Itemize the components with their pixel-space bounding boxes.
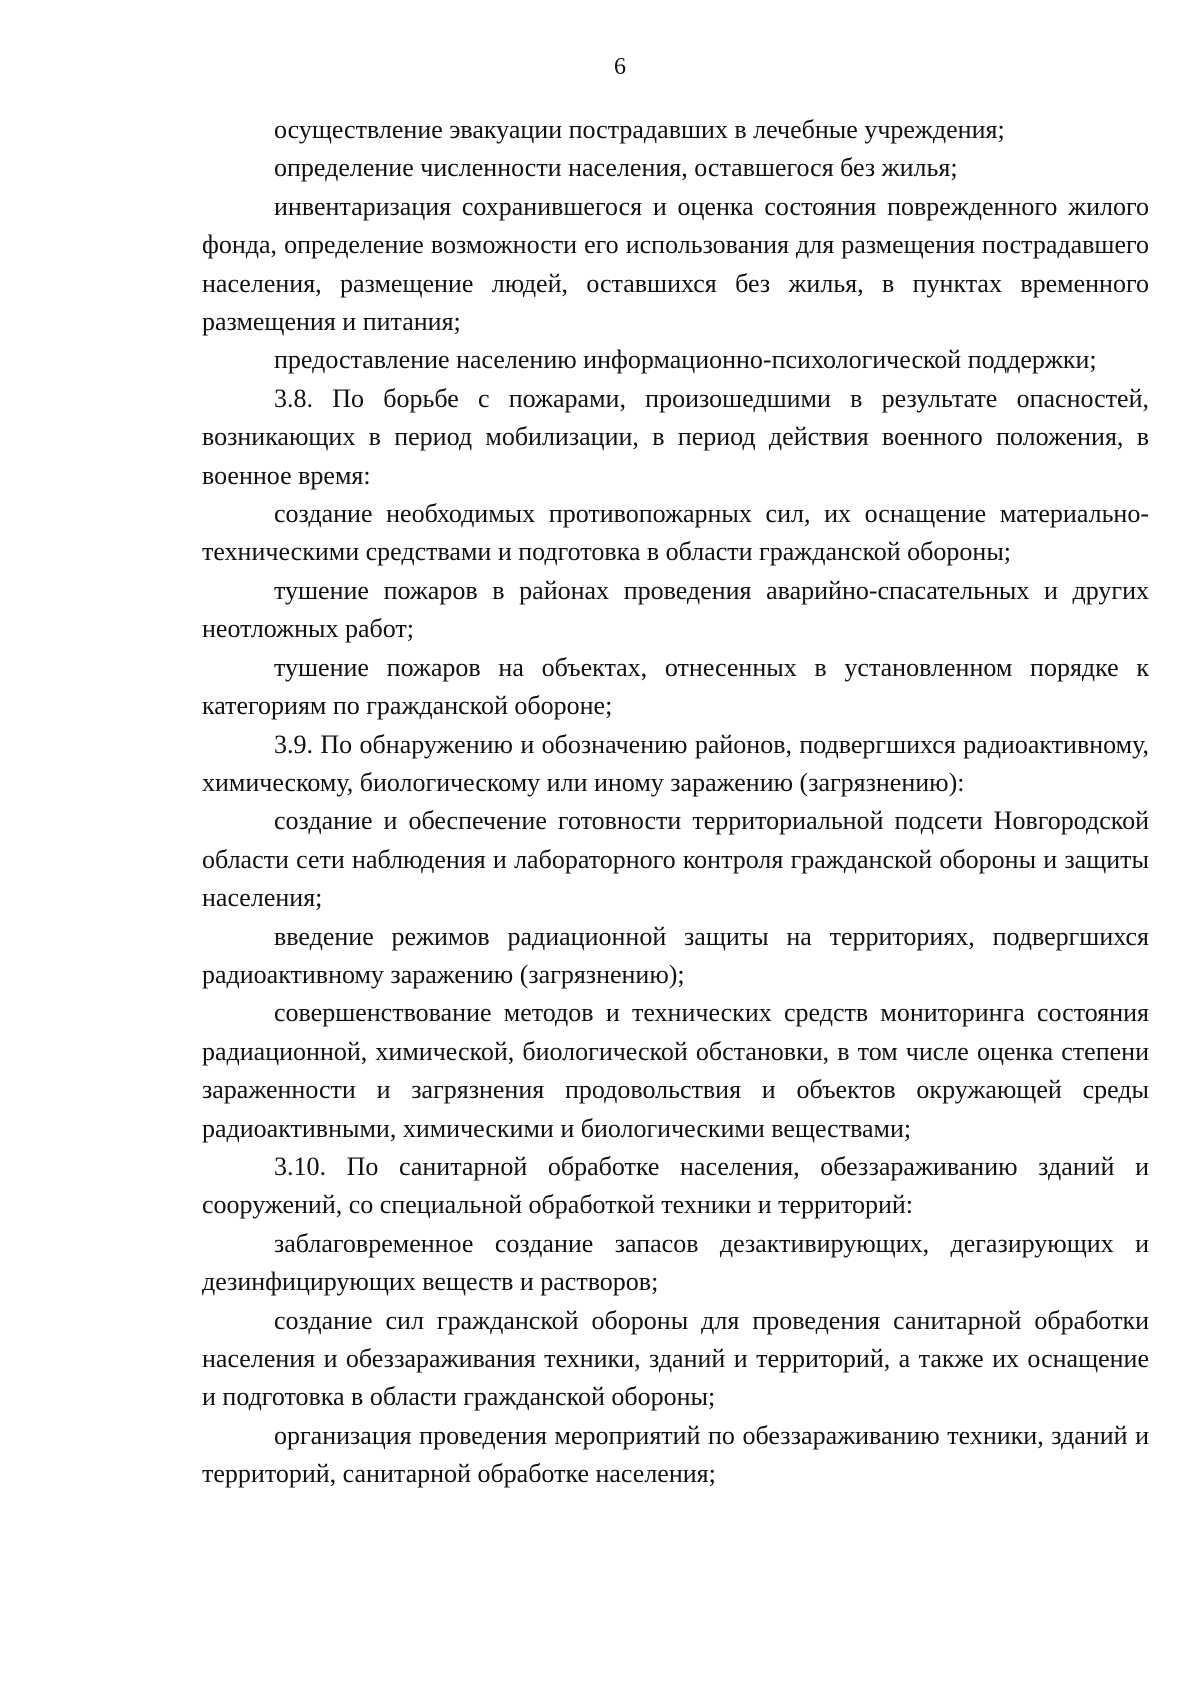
paragraph-decontamination-measures: организация проведения мероприятий по обеззараживанию техники, зданий и территорий, санитарной обработке населения; — [202, 1420, 1149, 1489]
paragraph-radiation-protection: введение режимов радиационной защиты на территориях, подвергшихся радиоактивному заражению (загрязнению); — [202, 921, 1149, 989]
paragraph-monitoring-methods: совершенствование методов и технических средств мониторинга состояния радиационной, химической, биологической обстановки, в том числе оценка степени зараженности и загрязнения продовольствия и объектов окружающей среды радиоактивными, химическими и биологическими веществами; — [202, 998, 1149, 1143]
paragraph-sanitation-forces: создание сил гражданской обороны для проведения санитарной обработки населения и обеззараживания техники, зданий и территорий, а также их оснащение и подготовка в области гражданской обороны; — [202, 1305, 1149, 1412]
section-3-10-heading: 3.10. По санитарной обработке населения, обеззараживанию зданий и сооружений, со специальной обработкой техники и территорий: — [202, 1151, 1149, 1220]
paragraph-evacuation: осуществление эвакуации пострадавших в лечебные учреждения; — [274, 115, 1005, 144]
document-body — [202, 111, 1149, 1494]
section-3-8-heading: 3.8. По борьбе с пожарами, произошедшими в результате опасностей, возникающих в период мобилизации, в период действия военного положения, в военное время: — [202, 383, 1149, 490]
paragraph-homeless-count: определение численности населения, оставшегося без жилья; — [274, 153, 958, 183]
section-3-9-heading: 3.9. По обнаружению и обозначению районов, подвергшихся радиоактивному, химическому, биологическому или иному заражению (загрязнению): — [202, 729, 1149, 797]
paragraph-monitoring-network: создание и обеспечение готовности территориальной подсети Новгородской области сети наблюдения и лабораторного контроля гражданской обороны и защиты населения; — [202, 806, 1149, 913]
paragraph-decontamination-stocks: заблаговременное создание запасов дезактивирующих, дегазирующих и дезинфицирующих веществ и растворов; — [202, 1228, 1149, 1297]
paragraph-psychological-support: предоставление населению информационно-психологической поддержки; — [274, 345, 1097, 375]
paragraph-fire-rescue-areas: тушение пожаров в районах проведения аварийно-спасательных и других неотложных работ; — [202, 575, 1149, 644]
paragraph-firefighting-forces: создание необходимых противопожарных сил, их оснащение материально-техническими средствами и подготовка в области гражданской обороны; — [202, 499, 1149, 567]
page-number: 6 — [614, 54, 626, 80]
paragraph-fire-civil-defense-objects: тушение пожаров на объектах, отнесенных в установленном порядке к категориям по гражданской обороне; — [202, 652, 1149, 721]
paragraph-housing-inventory: инвентаризация сохранившегося и оценка состояния поврежденного жилого фонда, определение возможности его использования для размещения пострадавшего населения, размещение людей, оставшихся без жилья, в пунктах временного размещения и питания; — [202, 191, 1149, 337]
